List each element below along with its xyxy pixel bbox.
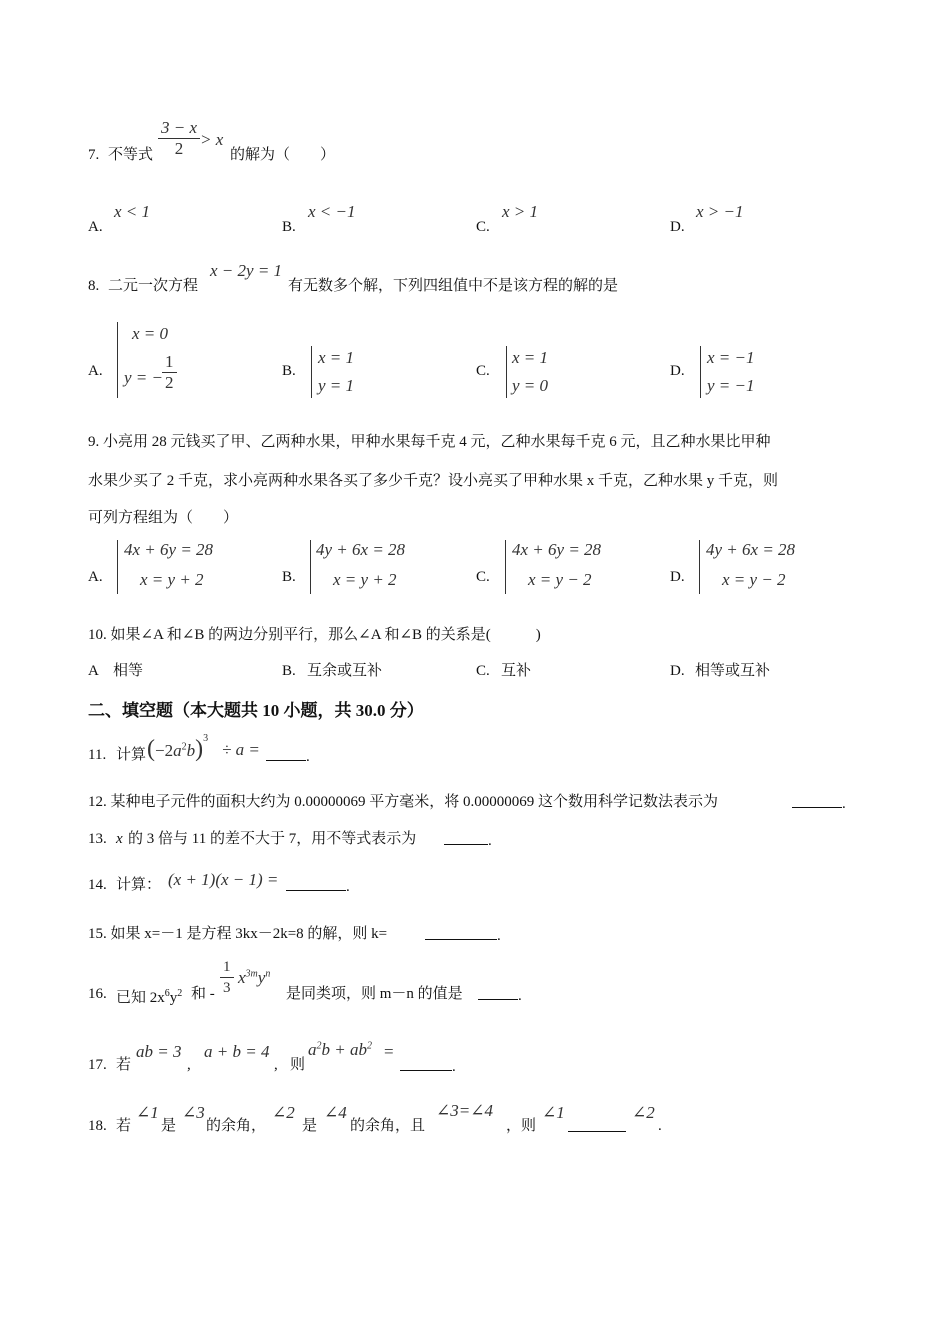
question-18-text-1: 若 xyxy=(116,1118,132,1134)
answer-blank[interactable] xyxy=(266,746,306,761)
question-9-line-1: 9. 小亮用 28 元钱买了甲、乙两种水果，甲种水果每千克 4 元，乙种水果每千克 6 元，且乙种水果比甲种 xyxy=(88,434,771,450)
q7-option-c-label: C. xyxy=(476,219,490,235)
answer-blank[interactable] xyxy=(400,1056,452,1071)
q8-option-b-top: x = 1 xyxy=(318,348,355,367)
q8-option-c-bottom: y = 0 xyxy=(512,376,549,395)
question-7-tail: 的解为（ ） xyxy=(230,147,336,163)
question-16-monomial xyxy=(116,985,182,1007)
question-14-expression: (x + 1)(x − 1) = xyxy=(168,870,279,889)
question-7-number: 7. xyxy=(88,147,100,163)
q9-option-a-bottom: x = y + 2 xyxy=(140,570,204,589)
angle-4: ∠4 xyxy=(324,1103,347,1122)
answer-blank[interactable] xyxy=(568,1117,626,1132)
question-10-text: 10. 如果∠A 和∠B 的两边分别平行，那么∠A 和∠B 的关系是( ) xyxy=(88,627,541,643)
q8-option-d-top: x = −1 xyxy=(707,348,755,367)
q9-option-d-label: D. xyxy=(670,569,685,585)
q8-option-d-bottom: y = −1 xyxy=(707,376,755,395)
question-11-answer: . xyxy=(266,746,310,766)
question-17-expression: $a^2b + ab^2$ xyxy=(308,1040,372,1059)
fraction-numerator: 1 xyxy=(220,957,234,978)
question-16-number: 16. xyxy=(88,986,107,1002)
question-12-answer: . xyxy=(792,793,846,813)
q8-option-a-top: x = 0 xyxy=(132,324,169,343)
q10-option-d-label: D. xyxy=(670,663,685,679)
question-17-equation-2: a + b = 4 xyxy=(204,1042,270,1061)
q10-option-a-label: A xyxy=(88,663,99,679)
question-7-fraction xyxy=(158,118,200,159)
q8-option-a-fraction xyxy=(162,352,177,393)
left-brace xyxy=(699,540,700,594)
angle-3: ∠3 xyxy=(182,1103,205,1122)
question-16-fraction xyxy=(220,957,234,998)
left-brace xyxy=(117,540,118,594)
question-14-text: 计算： xyxy=(116,877,162,893)
left-brace xyxy=(310,540,311,594)
q9-option-c-label: C. xyxy=(476,569,490,585)
q10-option-c-text: 互补 xyxy=(501,663,532,679)
left-brace xyxy=(117,322,118,398)
q8-option-b-bottom: y = 1 xyxy=(318,376,355,395)
left-brace xyxy=(311,346,312,398)
question-17-equals: = xyxy=(384,1042,394,1061)
question-16-tail: 是同类项，则 m－n 的值是 xyxy=(286,986,463,1002)
q9-option-b-label: B. xyxy=(282,569,296,585)
question-16-and: 和 - xyxy=(191,986,215,1002)
left-brace xyxy=(700,346,701,398)
fraction-numerator: 3 − x xyxy=(158,118,200,139)
question-13-number: 13. xyxy=(88,831,107,847)
angle-2-result: ∠2 xyxy=(632,1103,655,1122)
q9-option-c-bottom: x = y − 2 xyxy=(528,570,592,589)
question-18-text-4: 是 xyxy=(302,1118,318,1134)
question-16-answer: . xyxy=(478,985,522,1005)
answer-blank[interactable] xyxy=(792,793,842,808)
question-18-text-6: ，则 xyxy=(506,1118,537,1134)
q7-option-a-expr: x < 1 xyxy=(114,202,151,221)
question-17-answer: . xyxy=(400,1056,456,1076)
question-17-then: 则 xyxy=(290,1057,306,1073)
q9-option-c-top: 4x + 6y = 28 xyxy=(512,540,602,559)
left-brace xyxy=(506,346,507,398)
q8-option-b-label: B. xyxy=(282,363,296,379)
q7-option-b-expr: x < −1 xyxy=(308,202,356,221)
question-7-text: 不等式 xyxy=(108,147,154,163)
monomial-text-2: y xyxy=(169,990,178,1006)
q8-option-c-top: x = 1 xyxy=(512,348,549,367)
question-11-tail: ÷ a = xyxy=(222,740,260,759)
q8-option-c-label: C. xyxy=(476,363,490,379)
question-9-line-3: 可列方程组为（ ） xyxy=(88,510,239,526)
question-17-text: 若 xyxy=(116,1057,132,1073)
section-heading: 二、填空题（本大题共 10 小题，共 30.0 分） xyxy=(88,701,424,720)
question-8-number: 8. xyxy=(88,278,100,294)
answer-blank[interactable] xyxy=(425,925,497,940)
question-18-text-2: 是 xyxy=(161,1118,177,1134)
fraction-denominator: 2 xyxy=(174,139,184,158)
fraction-denominator: 2 xyxy=(165,373,174,392)
q7-option-a-label: A. xyxy=(88,219,103,235)
q8-option-a-bottom: y = − xyxy=(124,368,163,387)
question-7-rhs: > x xyxy=(200,130,224,149)
angle-2: ∠2 xyxy=(272,1103,295,1122)
question-9-line-2: 水果少买了 2 千克，求小亮两种水果各买了多少千克？设小亮买了甲种水果 x 千克，乙种水果 y 千克，则 xyxy=(88,473,779,489)
answer-blank[interactable] xyxy=(478,985,518,1000)
monomial-text-1: 已知 2x xyxy=(116,990,165,1006)
q10-option-c-label: C. xyxy=(476,663,490,679)
q9-option-a-top: 4x + 6y = 28 xyxy=(124,540,214,559)
question-15-text: 15. 如果 x=－1 是方程 3kx－2k=8 的解，则 k= xyxy=(88,926,388,942)
question-11-number: 11. xyxy=(88,747,107,763)
fraction-denominator: 3 xyxy=(223,980,231,996)
question-17-equation-1: ab = 3 xyxy=(136,1042,182,1061)
question-13-text: 的 3 倍与 11 的差不大于 7，用不等式表示为 xyxy=(128,831,417,847)
q7-option-b-label: B. xyxy=(282,219,296,235)
question-12-text: 12. 某种电子元件的面积大约为 0.00000069 平方毫米，将 0.00000069 这个数用科学记数法表示为 xyxy=(88,794,719,810)
question-14-answer: . xyxy=(286,876,350,896)
period: . xyxy=(658,1118,662,1134)
q9-option-d-bottom: x = y − 2 xyxy=(722,570,786,589)
q10-option-b-text: 互余或互补 xyxy=(307,663,383,679)
question-8-equation: x − 2y = 1 xyxy=(210,261,283,280)
left-brace xyxy=(505,540,506,594)
question-14-number: 14. xyxy=(88,877,107,893)
fraction-numerator: 1 xyxy=(162,352,177,373)
question-18-text-3: 的余角， xyxy=(206,1118,267,1134)
question-16-monomial-2: $x^{3m}y^n$ xyxy=(238,968,271,987)
comma: , xyxy=(187,1057,191,1073)
q8-option-d-label: D. xyxy=(670,363,685,379)
angle-1-result: ∠1 xyxy=(542,1103,565,1122)
question-18-text-5: 的余角，且 xyxy=(350,1118,426,1134)
comma: , xyxy=(274,1057,278,1073)
q9-option-b-top: 4y + 6x = 28 xyxy=(316,540,406,559)
question-8-tail: 有无数多个解，下列四组值中不是该方程的解的是 xyxy=(288,278,619,294)
q7-option-d-label: D. xyxy=(670,219,685,235)
q8-option-a-label: A. xyxy=(88,363,103,379)
q9-option-a-label: A. xyxy=(88,569,103,585)
q7-option-d-expr: x > −1 xyxy=(696,202,744,221)
q10-option-b-label: B. xyxy=(282,663,296,679)
question-18-answer xyxy=(568,1117,626,1137)
q10-option-d-text: 相等或互补 xyxy=(695,663,771,679)
answer-blank[interactable] xyxy=(286,876,346,891)
question-13-variable: x xyxy=(116,831,123,847)
question-11-text: 计算 xyxy=(116,747,147,763)
question-8-text: 二元一次方程 xyxy=(108,278,199,294)
q9-option-d-top: 4y + 6x = 28 xyxy=(706,540,796,559)
question-17-number: 17. xyxy=(88,1057,107,1073)
question-15-answer: . xyxy=(425,925,501,945)
answer-blank[interactable] xyxy=(444,830,488,845)
question-13-answer: . xyxy=(444,830,492,850)
q10-option-a-text: 相等 xyxy=(113,663,144,679)
exponent-y: 2 xyxy=(177,988,183,999)
exponent-x: 6 xyxy=(164,988,170,999)
question-18-equation: ∠3=∠4 xyxy=(436,1101,493,1120)
q7-option-c-expr: x > 1 xyxy=(502,202,539,221)
q9-option-b-bottom: x = y + 2 xyxy=(333,570,397,589)
question-18-number: 18. xyxy=(88,1118,107,1134)
question-11-expression: $(-2a^2b)^3$ xyxy=(147,733,209,762)
angle-1: ∠1 xyxy=(136,1103,159,1122)
